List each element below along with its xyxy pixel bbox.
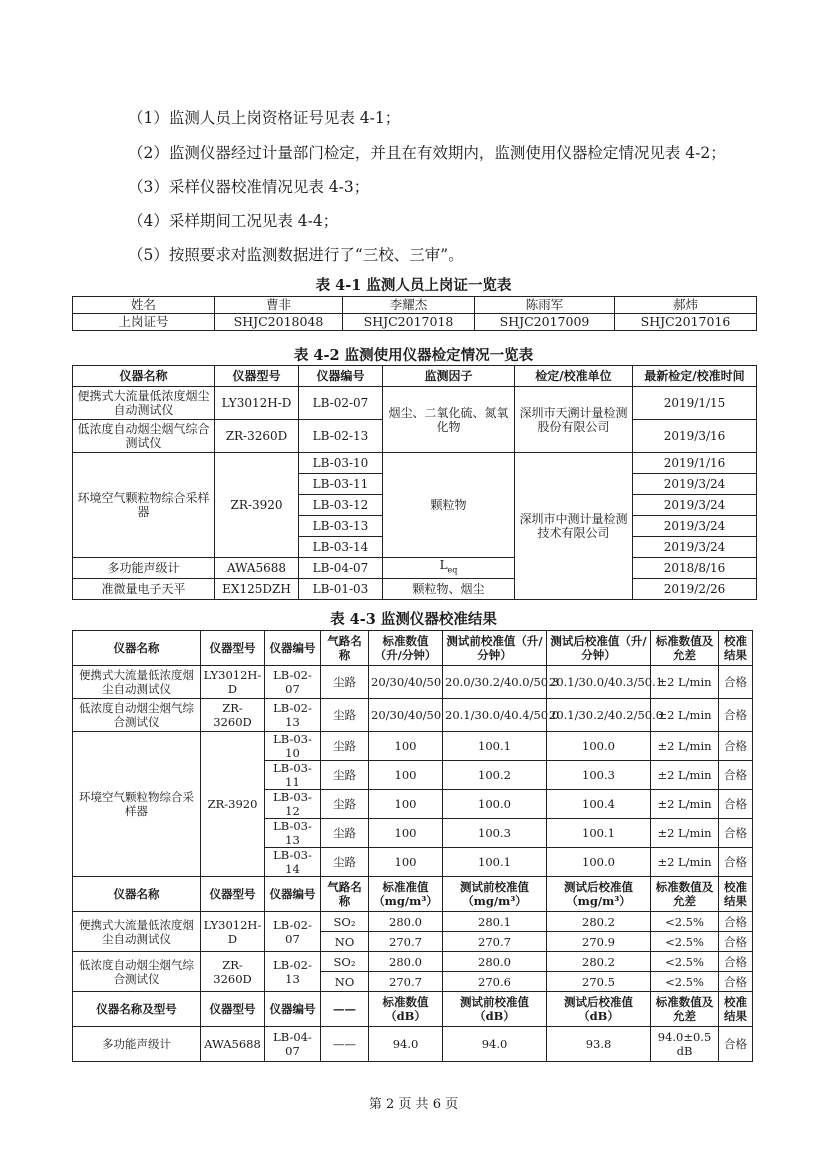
unit-cell: 深圳市天溯计量检测股份有限公司 [515,387,633,453]
id-cell: LB-03-10 [265,732,321,761]
date-cell: 2019/3/24 [633,474,757,495]
table-4-1 [72,296,757,331]
result-cell: 合格 [719,819,753,848]
gas-cell: 尘路 [321,699,369,732]
header-cell: 仪器编号 [265,992,321,1027]
date-cell: 2019/3/24 [633,495,757,516]
header-cell: 仪器名称 [73,366,215,387]
header-cell: 标准数值及允差 [651,992,719,1027]
std-cell: 270.7 [369,932,443,952]
table-header-row [73,877,753,912]
table-header-row [73,366,757,387]
std-cell: 270.7 [369,972,443,992]
result-cell: 合格 [719,932,753,952]
post-cell: 20.1/30.2/40.2/50.0 [547,699,651,732]
result-cell: 合格 [719,790,753,819]
header-cell: 仪器型号 [201,992,265,1027]
gas-cell: NO [321,932,369,952]
tolerance-cell: ±2 L/min [651,699,719,732]
date-cell: 2019/3/24 [633,516,757,537]
tolerance-cell: ±2 L/min [651,790,719,819]
header-cell: 标准数值（dB） [369,992,443,1027]
post-cell: 270.9 [547,932,651,952]
id-cell: LB-03-10 [299,453,383,474]
instrument-name: 便携式大流量低浓度烟尘自动测试仪 [73,387,215,420]
cert-cell: SHJC2017009 [475,314,615,331]
date-cell: 2019/1/16 [633,453,757,474]
gas-cell: NO [321,972,369,992]
header-cell: 测试前校准值（dB） [443,992,547,1027]
id-cell: LB-02-07 [265,912,321,952]
std-cell: 100 [369,848,443,877]
factor-cell [383,558,515,579]
result-cell: 合格 [719,699,753,732]
factor-symbol: L [439,558,448,573]
std-cell: 100 [369,732,443,761]
instrument-name: 低浓度自动烟尘烟气综合测试仪 [73,952,201,992]
result-cell: 合格 [719,732,753,761]
post-cell: 100.3 [547,761,651,790]
model-cell: ZR-3260D [201,699,265,732]
id-cell: LB-03-11 [299,474,383,495]
id-cell: LB-03-12 [299,495,383,516]
header-cell: 检定/校准单位 [515,366,633,387]
gas-cell: SO₂ [321,952,369,972]
header-cell: 测试后校准值（dB） [547,992,651,1027]
date-cell: 2019/1/15 [633,387,757,420]
paragraph-5: （5）按照要求对监测数据进行了“三校、三审”。 [128,246,464,264]
header-cell: 仪器型号 [201,877,265,912]
model-cell: LY3012H-D [201,912,265,952]
header-cell: 仪器名称 [73,631,201,666]
instrument-name: 低浓度自动烟尘烟气综合测试仪 [73,699,201,732]
header-cell: 仪器名称 [73,877,201,912]
tolerance-cell: 94.0±0.5 dB [651,1027,719,1062]
gas-cell: SO₂ [321,912,369,932]
name-cell: 李耀杰 [343,297,475,314]
paragraph-2: （2）监测仪器经过计量部门检定，并且在有效期内，监测使用仪器检定情况见表 4-2； [128,144,726,162]
pre-cell: 270.7 [443,932,547,952]
tolerance-cell: ±2 L/min [651,848,719,877]
std-cell: 100 [369,790,443,819]
gas-cell: 尘路 [321,790,369,819]
gas-cell: 尘路 [321,666,369,699]
paragraph-3: （3）采样仪器校准情况见表 4-3； [128,178,370,196]
header-cell: —— [321,992,369,1027]
pre-cell: 100.2 [443,761,547,790]
table-row [73,699,753,732]
gas-cell: 尘路 [321,732,369,761]
header-cell: 标准准值（mg/m³） [369,877,443,912]
cert-cell: SHJC2017018 [343,314,475,331]
tolerance-cell: ±2 L/min [651,732,719,761]
id-cell: LB-03-14 [299,537,383,558]
id-cell: LB-03-13 [299,516,383,537]
post-cell: 100.0 [547,848,651,877]
result-cell: 合格 [719,666,753,699]
id-cell: LB-03-13 [265,819,321,848]
pre-cell: 270.6 [443,972,547,992]
header-cell: 仪器型号 [215,366,299,387]
result-cell: 合格 [719,1027,753,1062]
std-cell: 280.0 [369,912,443,932]
tolerance-cell: ±2 L/min [651,761,719,790]
id-cell: LB-02-13 [265,952,321,992]
std-cell: 94.0 [369,1027,443,1062]
model-cell: ZR-3260D [215,420,299,453]
factor-cell: 颗粒物、烟尘 [383,579,515,600]
model-cell: AWA5688 [215,558,299,579]
result-cell: 合格 [719,912,753,932]
post-cell: 100.0 [547,732,651,761]
date-cell: 2019/3/16 [633,420,757,453]
date-cell: 2019/3/24 [633,537,757,558]
instrument-name: 环境空气颗粒物综合采样器 [73,732,201,877]
result-cell: 合格 [719,761,753,790]
table-row [73,732,753,761]
table-row [73,912,753,932]
header-cell: 气路名称 [321,877,369,912]
table-row [73,314,757,331]
post-cell: 100.1 [547,819,651,848]
header-cell: 仪器编号 [265,877,321,912]
tolerance-cell: ±2 L/min [651,666,719,699]
header-cell: 校准结果 [719,877,753,912]
header-cell: 姓名 [73,297,215,314]
header-cell: 仪器编号 [265,631,321,666]
tolerance-cell: <2.5% [651,952,719,972]
std-cell: 100 [369,761,443,790]
header-cell: 监测因子 [383,366,515,387]
tolerance-cell: ±2 L/min [651,819,719,848]
result-cell: 合格 [719,952,753,972]
factor-subscript: eq [447,565,458,575]
header-cell: 校准结果 [719,631,753,666]
id-cell: LB-03-14 [265,848,321,877]
table-row [73,1027,753,1062]
post-cell: 270.5 [547,972,651,992]
table-row [73,453,757,474]
pre-cell: 100.3 [443,819,547,848]
id-cell: LB-02-13 [299,420,383,453]
header-cell: 标准数值（升/分钟） [369,631,443,666]
name-cell: 郝炜 [615,297,757,314]
result-cell: 合格 [719,848,753,877]
model-cell: AWA5688 [201,1027,265,1062]
table-row [73,952,753,972]
gas-cell: 尘路 [321,761,369,790]
header-cell: 测试前校准值（mg/m³） [443,877,547,912]
unit-cell: 深圳市中测计量检测技术有限公司 [515,453,633,600]
instrument-name: 便携式大流量低浓度烟尘自动测试仪 [73,666,201,699]
pre-cell: 100.1 [443,848,547,877]
pre-cell: 94.0 [443,1027,547,1062]
table-4-1-caption: 表 4-1 监测人员上岗证一览表 [315,277,512,294]
id-cell: LB-02-07 [299,387,383,420]
page-footer: 第 2 页 共 6 页 [368,1097,459,1112]
pre-cell: 100.0 [443,790,547,819]
header-cell: 测试后校准值（升/分钟） [547,631,651,666]
id-cell: LB-04-07 [299,558,383,579]
table-4-2 [72,365,757,600]
table-row [73,387,757,420]
pre-cell: 20.1/30.0/40.4/50.0 [443,699,547,732]
model-cell: LY3012H-D [201,666,265,699]
instrument-name: 准微量电子天平 [73,579,215,600]
gas-cell: 尘路 [321,819,369,848]
instrument-name: 环境空气颗粒物综合采样器 [73,453,215,558]
header-cell: 校准结果 [719,992,753,1027]
model-cell: ZR-3260D [201,952,265,992]
std-cell: 20/30/40/50 [369,699,443,732]
header-cell: 最新检定/校准时间 [633,366,757,387]
pre-cell: 280.0 [443,952,547,972]
name-cell: 曹非 [215,297,343,314]
factor-cell: 颗粒物 [383,453,515,558]
header-cell: 标准数值及允差 [651,631,719,666]
result-cell: 合格 [719,972,753,992]
table-header-row [73,992,753,1027]
model-cell: LY3012H-D [215,387,299,420]
header-cell: 测试后校准值（mg/m³） [547,877,651,912]
id-cell: LB-02-13 [265,699,321,732]
post-cell: 100.4 [547,790,651,819]
gas-cell: 尘路 [321,848,369,877]
header-cell: 气路名称 [321,631,369,666]
instrument-name: 便携式大流量低浓度烟尘自动测试仪 [73,912,201,952]
table-row [73,558,757,579]
tolerance-cell: <2.5% [651,912,719,932]
cert-cell: SHJC2018048 [215,314,343,331]
date-cell: 2019/2/26 [633,579,757,600]
cert-cell: SHJC2017016 [615,314,757,331]
table-row [73,297,757,314]
id-cell: LB-04-07 [265,1027,321,1062]
post-cell: 280.2 [547,912,651,932]
table-row [73,579,757,600]
pre-cell: 100.1 [443,732,547,761]
instrument-name: 低浓度自动烟尘烟气综合测试仪 [73,420,215,453]
id-cell: LB-01-03 [299,579,383,600]
gas-cell: —— [321,1027,369,1062]
model-cell: ZR-3920 [201,732,265,877]
header-cell: 测试前校准值（升/分钟） [443,631,547,666]
header-cell: 标准数值及允差 [651,877,719,912]
header-cell: 上岗证号 [73,314,215,331]
id-cell: LB-03-11 [265,761,321,790]
instrument-name: 多功能声级计 [73,1027,201,1062]
pre-cell: 280.1 [443,912,547,932]
table-4-3-caption: 表 4-3 监测仪器校准结果 [330,611,497,628]
tolerance-cell: <2.5% [651,932,719,952]
table-4-3 [72,630,753,1062]
id-cell: LB-03-12 [265,790,321,819]
factor-cell: 烟尘、二氧化硫、氮氧化物 [383,387,515,453]
paragraph-1: （1）监测人员上岗资格证号见表 4-1； [128,109,401,127]
header-cell: 仪器编号 [299,366,383,387]
paragraph-4: （4）采样期间工况见表 4-4； [128,212,339,230]
instrument-name: 多功能声级计 [73,558,215,579]
table-row [73,666,753,699]
header-cell: 仪器名称及型号 [73,992,201,1027]
id-cell: LB-02-07 [265,666,321,699]
date-cell: 2018/8/16 [633,558,757,579]
std-cell: 100 [369,819,443,848]
post-cell: 20.1/30.0/40.3/50.1 [547,666,651,699]
tolerance-cell: <2.5% [651,972,719,992]
std-cell: 280.0 [369,952,443,972]
post-cell: 93.8 [547,1027,651,1062]
model-cell: ZR-3920 [215,453,299,558]
name-cell: 陈雨军 [475,297,615,314]
table-4-2-caption: 表 4-2 监测使用仪器检定情况一览表 [293,347,534,364]
model-cell: EX125DZH [215,579,299,600]
pre-cell: 20.0/30.2/40.0/50.3 [443,666,547,699]
table-header-row [73,631,753,666]
post-cell: 280.2 [547,952,651,972]
header-cell: 仪器型号 [201,631,265,666]
std-cell: 20/30/40/50 [369,666,443,699]
